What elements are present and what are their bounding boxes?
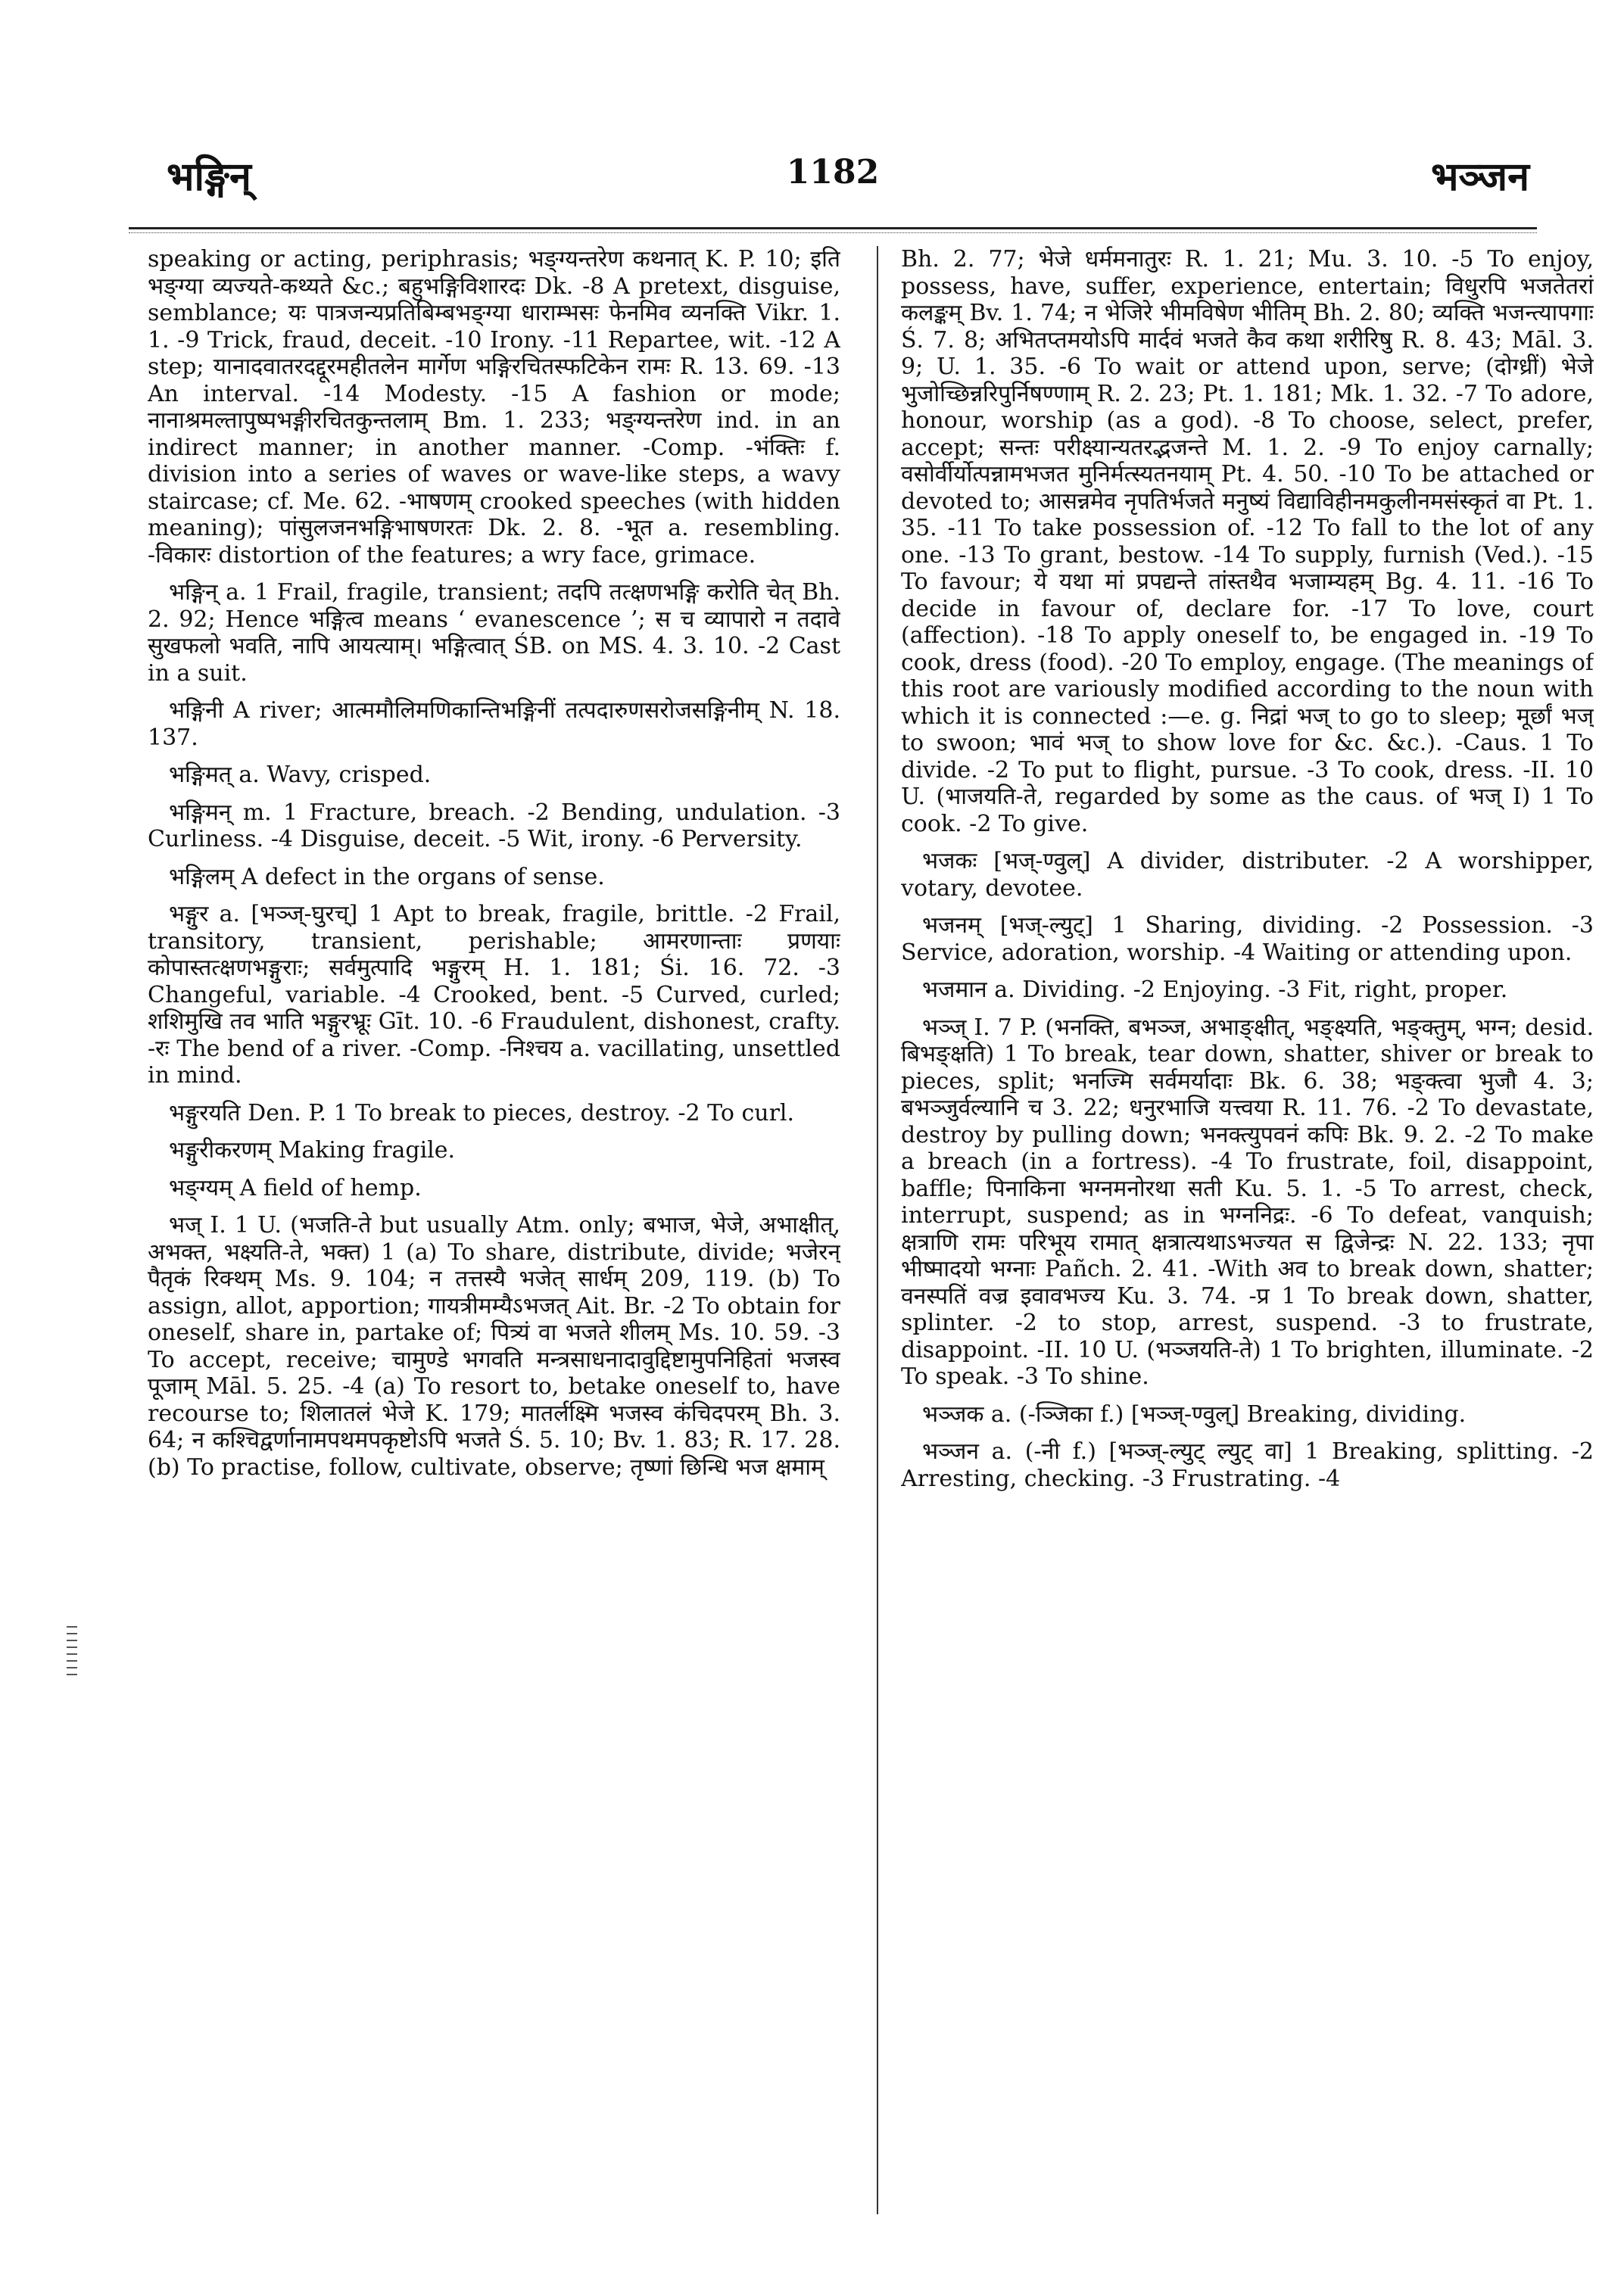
page-number: 1182 xyxy=(786,153,880,192)
entry-bhajakah: भजकः [भज्-ण्वुल्] A divider, distributer. -2 A worshipper, votary, devotee. xyxy=(901,848,1594,902)
entry-bhaj-continued: Bh. 2. 77; भेजे धर्ममनातुरः R. 1. 21; Mu. 3. 10. -5 To enjoy, possess, have, suffer, experience, entertain; विधुरपि भजतेतरां कलङ्कम् Bv. 1. 74; न भेजिरे भीमविषेण भीतिम् Bh. 2. 80; व्यक्ति भजन्त्यापगाः Ś. 7. 8; अभितप्तमयोऽपि मार्दवं भजते कैव कथा शरीरिषु R. 8. 43; Māl. 3. 9; U. 1. 35. -6 To wait or attend upon, serve; (दोग्ध्रीं) भेजे भुजोच्छिन्नरिपुर्निषण्णाम् R. 2. 23; Pt. 1. 181; Mk. 1. 32. -7 To adore, honour, worship (as a god). -8 To choose, select, prefer, accept; सन्तः परीक्ष्यान्यतरद्भजन्ते M. 1. 2. -9 To enjoy carnally; वसोर्वीर्योत्पन्नामभजत मुनिर्मत्स्यतनयाम् Pt. 4. 50. -10 To be attached or devoted to; आसन्नमेव नृपतिर्भजते मनुष्यं विद्याविहीनमकुलीनमसंस्कृतं वा Pt. 1. 35. -11 To take possession of. -12 To fall to the lot of any one. -13 To grant, bestow. -14 To supply, furnish (Ved.). -15 To favour; ये यथा मां प्रपद्यन्ते तांस्तथैव भजाम्यहम् Bg. 4. 11. -16 To decide in favour of, declare for. -17 To love, court (affection). -18 To apply oneself to, be engaged in. -19 To cook, dress (food). -20 To employ, engage. (The meanings of this root are variously modified according to the noun with which it is connected :—e. g. निद्रां भज् to go to sleep; मूर्छां भज् to swoon; भावं भज् to show love for &c. &c.). -Caus. 1 To divide. -2 To put to flight, pursue. -3 To cook, dress. -II. 10 U. (भाजयति-ते, regarded by some as the caus. of भज् I) 1 To cook. -2 To give. xyxy=(901,246,1594,837)
column-divider xyxy=(877,246,878,2214)
entry-bhangura: भङ्गुर a. [भञ्ज्-घुरच्] 1 Apt to break, fragile, brittle. -2 Frail, transitory, transient, perishable; आमरणान्ताः प्रणयाः कोपास्तत्क्षणभङ्गुराः; सर्वमुत्पादि भङ्गुरम् H. 1. 181; Śi. 16. 72. -3 Changeful, variable. -4 Crooked, bent. -5 Curved, curled; शशिमुखि तव भाति भङ्गुरभ्रूः Gīt. 10. -6 Fraudulent, dishonest, crafty. -रः The bend of a river. -Comp. -निश्चय a. vacillating, unsettled in mind. xyxy=(148,901,840,1089)
entry-bhanj: भञ्ज् I. 7 P. (भनक्ति, बभञ्ज, अभाङ्क्षीत्, भङ्क्ष्यति, भङ्क्तुम्, भग्न; desid. बिभङ्क्षति) 1 To break, tear down, shatter, shiver or break to pieces, split; भनज्मि सर्वमर्यादाः Bk. 6. 38; भङ्क्त्वा भुजौ 4. 3; बभञ्जुर्वल्यानि च 3. 22; धनुरभाजि यत्त्वया R. 11. 76. -2 To devastate, destroy by pulling down; भनक्त्युपवनं कपिः Bk. 9. 2. -2 To make a breach (in a fortress). -4 To frustrate, foil, disappoint, baffle; पिनाकिना भग्नमनोरथा सती Ku. 5. 1. -5 To arrest, check, interrupt, suspend; as in भग्ननिद्रः. -6 To defeat, vanquish; क्षत्राणि रामः परिभूय रामात् क्षत्रात्यथाऽभज्यत स द्विजेन्द्रः N. 22. 133; नृपा भीष्मादयो भग्नाः Pañch. 2. 41. -With अव to break down, shatter; वनस्पतिं वज्र इवावभज्य Ku. 3. 74. -प्र 1 To break down, shatter, splinter. -2 to stop, arrest, suspend. -3 to frustrate, disappoint. -II. 10 U. (भञ्जयति-ते) 1 To brighten, illuminate. -2 To speak. -3 To shine. xyxy=(901,1014,1594,1390)
left-guide-word: भङ्गिन् xyxy=(167,154,251,200)
entry-bhangurikaranam: भङ्गुरीकरणम् Making fragile. xyxy=(169,1137,456,1164)
entry-bhangimat: भङ्गिमत् a. Wavy, crisped. xyxy=(169,762,432,788)
entry-bhaj: भज् I. 1 U. (भजति-ते but usually Atm. only; बभाज, भेजे, अभाक्षीत्, अभक्त, भक्ष्यति-ते, भक्त) 1 (a) To share, distribute, divide; भजेरन् पैतृकं रिक्थम् Ms. 9. 104; न तत्तस्यै भजेत् सार्धम् 209, 119. (b) To assign, allot, apportion; गायत्रीमम्यैऽभजत् Ait. Br. -2 To obtain for oneself, share in, partake of; पित्र्यं वा भजते शीलम् Ms. 10. 59. -3 To accept, receive; चामुण्डे भगवति मन्त्रसाधनादावुद्दिष्टामुपनिहितां भजस्व पूजाम् Māl. 5. 25. -4 (a) To resort to, betake oneself to, have recourse to; शिलातलं भेजे K. 179; मातर्लक्ष्मि भजस्व कंचिदपरम् Bh. 3. 64; न कश्चिद्वर्णानामपथमपकृष्टोऽपि भजते Ś. 5. 10; Bv. 1. 83; R. 17. 28. (b) To practise, follow, cultivate, observe; तृष्णां छिन्धि भज क्षमाम् xyxy=(148,1212,840,1481)
entry-bhangilam: भङ्गिलम् A defect in the organs of sense. xyxy=(169,863,605,890)
right-guide-word: भञ्जन xyxy=(1430,154,1529,200)
entry-bhangyam: भङ्ग्यम् A field of hemp. xyxy=(169,1174,422,1201)
header-rule xyxy=(129,227,1537,233)
entry-bhangin: भङ्गिन् a. 1 Frail, fragile, transient; तदपि तत्क्षणभङ्गि करोति चेत् Bh. 2. 92; Hence भङ्गित्व means ‘ evanescence ’; स च व्यापारो न तदावे सुखफलो भवति, नापि आयत्याम्। भङ्गित्वात् ŚB. on MS. 4. 3. 10. -2 Cast in a suit. xyxy=(148,579,840,687)
entry-bhanjaka: भञ्जक a. (-ञ्जिका f.) [भञ्ज्-ण्वुल्] Breaking, dividing. xyxy=(922,1400,1467,1428)
page-header xyxy=(129,148,1537,217)
entry-bhajanam: भजनम् [भज्-ल्युट्] 1 Sharing, dividing. -2 Possession. -3 Service, adoration, worship. -4 Waiting or attending upon. xyxy=(901,912,1594,966)
entry-bhangiman: भङ्गिमन् m. 1 Fracture, breach. -2 Bending, undulation. -3 Curliness. -4 Disguise, deceit. -5 Wit, irony. -6 Perversity. xyxy=(148,799,840,852)
entry-bhangurayati: भङ्गुरयति Den. P. 1 To break to pieces, destroy. -2 To curl. xyxy=(169,1099,795,1126)
entry-bhajamana: भजमान a. Dividing. -2 Enjoying. -3 Fit, right, proper. xyxy=(922,977,1508,1003)
entry-bhanjana: भञ्जन a. (-नी f.) [भञ्ज्-ल्युट् ल्युट् वा] 1 Breaking, splitting. -2 Arresting, checking. -3 Frustrating. -4 xyxy=(901,1438,1594,1492)
right-column xyxy=(901,246,1594,2214)
entry-continuation: speaking or acting, periphrasis; भङ्ग्यन्तरेण कथनात् K. P. 10; इति भङ्ग्या व्यज्यते-कथ्यते &c.; बहुभङ्गिविशारदः Dk. -8 A pretext, disguise, semblance; यः पात्रजन्यप्रतिबिम्बभङ्ग्या धाराम्भसः फेनमिव व्यनक्ति Vikr. 1. 1. -9 Trick, fraud, deceit. -10 Irony. -11 Repartee, wit. -12 A step; यानादवातरदद्दूरमहीतलेन मार्गेण भङ्गिरचितस्फटिकेन रामः R. 13. 69. -13 An interval. -14 Modesty. -15 A fashion or mode; नानाश्रमल्तापुष्पभङ्गीरचितकुन्तलाम् Bm. 1. 233; भङ्ग्यन्तरेण ind. in an indirect manner; in another manner. -Comp. -भंक्तिः f. division into a series of waves or wave-like steps, a wavy staircase; cf. Me. 62. -भाषणम् crooked speeches (with hidden meaning); पांसुलजनभङ्गिभाषणरतः Dk. 2. 8. -भूत a. resembling. -विकारः distortion of the features; a wry face, grimace. xyxy=(148,246,840,569)
left-column xyxy=(148,246,840,2214)
margin-mark xyxy=(67,1626,77,1679)
entry-bhangini: भङ्गिनी A river; आत्ममौलिमणिकान्तिभङ्गिनीं तत्पदारुणसरोजसङ्गिनीम् N. 18. 137. xyxy=(148,697,840,751)
